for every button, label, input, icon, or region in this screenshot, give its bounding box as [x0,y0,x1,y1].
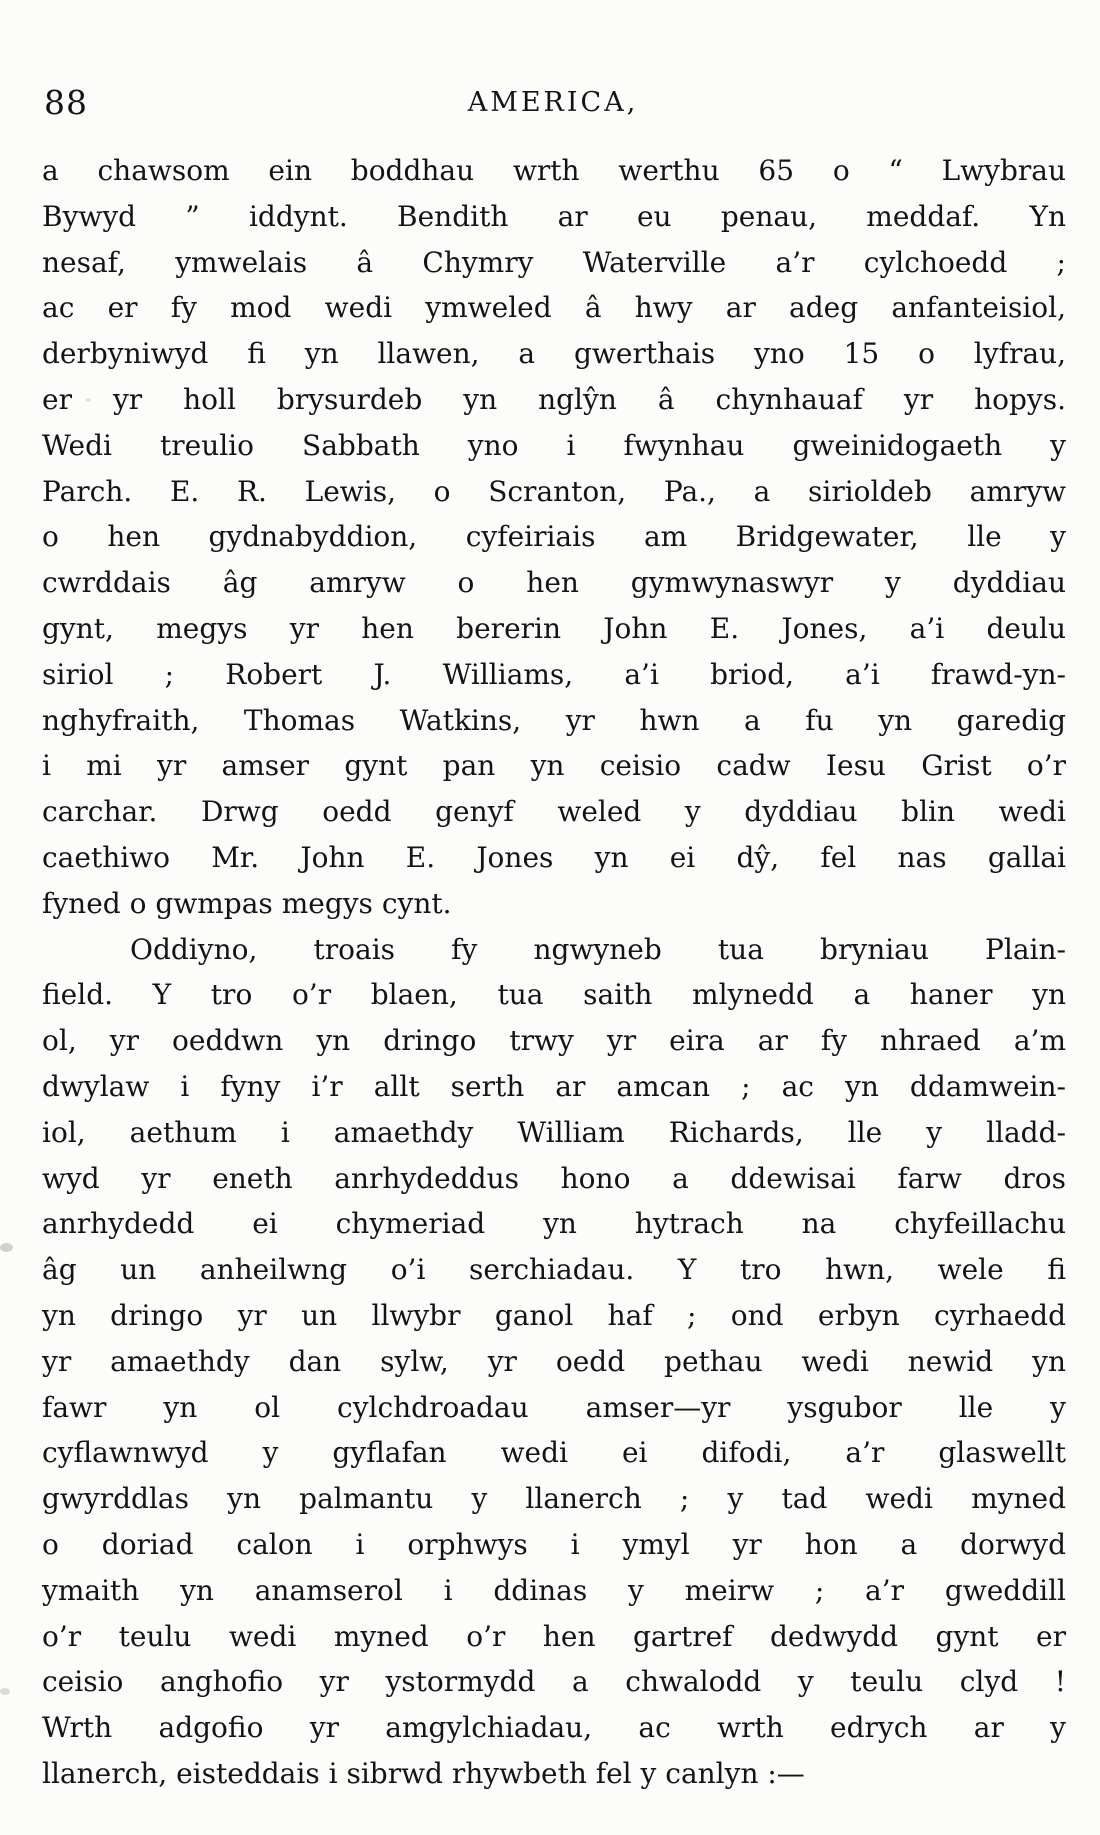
scan-artifact [0,1688,10,1695]
text-line: er yr holl brysurdeb yn nglŷn â chynhauaf yr hopys. [42,382,1066,416]
text-line: dwylaw i fyny i’r allt serth ar amcan ; ac yn ddamwein- [42,1069,1066,1103]
text-line: siriol ; Robert J. Williams, a’i briod, a’i frawd-yn- [42,657,1066,691]
text-line: cyflawnwyd y gyflafan wedi ei difodi, a’r glaswellt [42,1436,1066,1470]
text-line: nghyfraith, Thomas Watkins, yr hwn a fu yn garedig [42,703,1066,737]
text-line: cwrddais âg amryw o hen gymwynaswyr y dyddiau [42,566,1066,600]
text-line: iol, aethum i amaethdy William Richards, lle y lladd- [42,1115,1066,1149]
text-line: o’r teulu wedi myned o’r hen gartref dedwydd gynt er [42,1619,1066,1653]
text-line: âg un anheilwng o’i serchiadau. Y tro hwn, wele fi [42,1253,1066,1287]
text-line: llanerch, eisteddais i sibrwd rhywbeth fel y canlyn :— [42,1756,805,1790]
text-line: Wedi treulio Sabbath yno i fwynhau gweinidogaeth y [42,428,1066,462]
paragraph-1 [42,148,1066,927]
text-line: ac er fy mod wedi ymweled â hwy ar adeg anfanteisiol, [42,291,1066,325]
text-line: wyd yr eneth anrhydeddus hono a ddewisai farw dros [42,1161,1066,1195]
text-line: Parch. E. R. Lewis, o Scranton, Pa., a sirioldeb amryw [42,474,1066,508]
page-number: 88 [44,83,88,122]
scan-artifact [0,1243,13,1252]
text-line: anrhydedd ei chymeriad yn hytrach na chyfeillachu [42,1207,1066,1241]
text-line: a chawsom ein boddhau wrth werthu 65 o “ Lwybrau [42,154,1066,187]
text-line: ymaith yn anamserol i ddinas y meirw ; a’r gweddill [42,1573,1066,1607]
page-body [42,148,1066,1797]
text-line: o doriad calon i orphwys i ymyl yr hon a dorwyd [42,1527,1066,1561]
text-line: gynt, megys yr hen bererin John E. Jones, a’i deulu [42,611,1066,645]
running-header: AMERICA, [467,87,639,118]
scan-artifact [86,398,91,402]
text-line: fyned o gwmpas megys cynt. [42,886,452,920]
text-line: ceisio anghofio yr ystormydd a chwalodd y teulu clyd ! [42,1665,1066,1699]
text-line: o hen gydnabyddion, cyfeiriais am Bridgewater, lle y [42,520,1066,554]
text-line: Oddiyno, troais fy ngwyneb tua bryniau Plain- [130,932,1066,966]
page-header [42,84,1064,128]
paragraph-2 [42,927,1066,1797]
text-line: yn dringo yr un llwybr ganol haf ; ond erbyn cyrhaedd [42,1298,1066,1332]
text-line: Wrth adgofio yr amgylchiadau, ac wrth edrych ar y [42,1711,1066,1745]
text-line: fawr yn ol cylchdroadau amser—yr ysgubor lle y [42,1390,1066,1424]
text-line: nesaf, ymwelais â Chymry Waterville a’r cylchoedd ; [42,245,1066,279]
text-line: caethiwo Mr. John E. Jones yn ei dŷ, fel nas gallai [42,840,1066,874]
text-line: field. Y tro o’r blaen, tua saith mlynedd a haner yn [42,978,1066,1012]
text-line: gwyrddlas yn palmantu y llanerch ; y tad wedi myned [42,1482,1066,1516]
text-line: i mi yr amser gynt pan yn ceisio cadw Iesu Grist o’r [42,749,1066,783]
text-line: ol, yr oeddwn yn dringo trwy yr eira ar fy nhraed a’m [42,1024,1066,1058]
text-line: derbyniwyd fi yn llawen, a gwerthais yno 15 o lyfrau, [42,337,1066,371]
text-line: carchar. Drwg oedd genyf weled y dyddiau blin wedi [42,795,1066,829]
text-line: yr amaethdy dan sylw, yr oedd pethau wedi newid yn [42,1344,1066,1378]
text-line: Bywyd ” iddynt. Bendith ar eu penau, meddaf. Yn [42,199,1066,233]
